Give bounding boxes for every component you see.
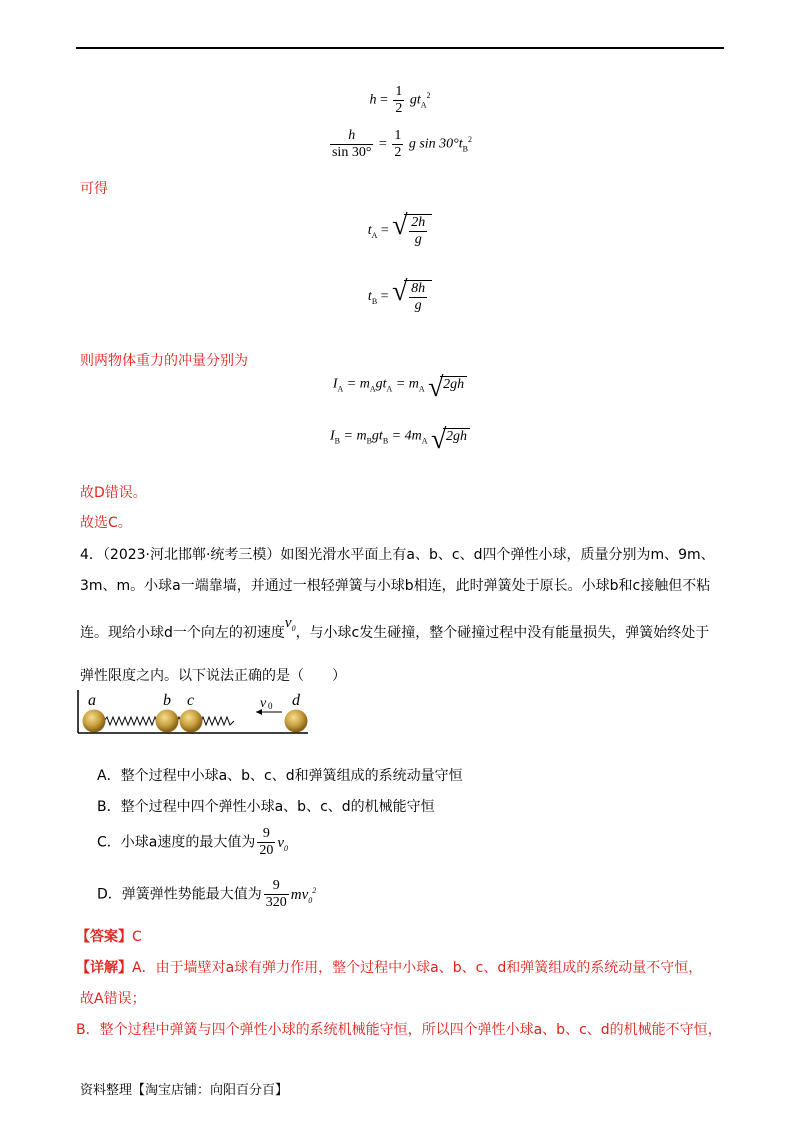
text-d-wrong: 故D错误。 (80, 485, 147, 501)
equation-IB: $I_B = m_Bgt_B = 4m_A$ √ 2gh (0, 428, 800, 446)
equation-h-over-sin30: $\frac{h}{\sin 30^\circ}$ = $\frac{1}{2}$ g $\sin 30^\circ t_B^2$ (331, 128, 472, 160)
text-kede: 可得 (80, 181, 108, 197)
option-b[interactable]: B．整个过程中四个弹性小球a、b、c、d的机械能守恒 (97, 799, 435, 815)
question-4-line4: 弹性限度之内。以下说法正确的是（ ） (80, 668, 346, 684)
option-a[interactable]: A．整个过程中小球a、b、c、d和弹簧组成的系统动量守恒 (97, 768, 463, 784)
question-4-line1: 4．（2023·河北邯郸·统考三模）如图光滑水平面上有a、b、c、d四个弹性小球，质量分别为m、9m、 (80, 547, 715, 563)
header-rule (76, 47, 724, 49)
label-c: c (187, 692, 195, 709)
label-a: a (88, 692, 96, 709)
label-v0-sub: 0 (268, 701, 273, 711)
option-c[interactable]: C．小球a速度的最大值为 $\frac{9}{20}$ $v_0$ (97, 826, 289, 858)
ball-c (180, 710, 203, 733)
equation-tA: $t_A$ = √ $\frac{2h}{g}$ (0, 214, 800, 248)
answer-label: 【答案】 (76, 929, 132, 945)
footer-source: 资料整理【淘宝店铺：向阳百分百】 (80, 1083, 289, 1098)
figure-balls-spring (74, 688, 314, 738)
text-choose-c: 故选C。 (80, 515, 132, 531)
ball-b (156, 710, 179, 733)
label-b: b (163, 692, 171, 709)
label-d: d (292, 692, 300, 709)
detail-line3: B．整个过程中弹簧与四个弹性小球的系统机械能守恒，所以四个弹性小球a、b、c、d的机械能不守恒， (76, 1022, 722, 1038)
label-v0: v (260, 696, 267, 711)
question-4-line2: 3m、m。小球a一端靠墙，并通过一根轻弹簧与小球b相连，此时弹簧处于原长。小球b和c接触但不粘 (80, 578, 711, 594)
text-impulse-intro: 则两物体重力的冲量分别为 (80, 353, 248, 369)
equation-h-half-gt: h = $\frac{1}{2}$ $gt_A^2$ (369, 84, 431, 116)
answer-value: C (132, 929, 142, 945)
answer-line (76, 926, 142, 946)
option-d[interactable]: D．弹簧弹性势能最大值为 $\frac{9}{320}$ $mv_0^2$ (97, 878, 317, 910)
detail-line1: 【详解】A．由于墙壁对a球有弹力作用，整个过程中小球a、b、c、d和弹簧组成的系统动量不守恒， (76, 960, 703, 976)
equation-IA: $I_A = m_Agt_A = m_A$ √ 2gh (0, 376, 800, 394)
ball-a (83, 710, 106, 733)
ball-d (285, 710, 308, 733)
question-4-line3: 连。现给小球d一个向左的初速度$v_0$，与小球c发生碰撞，整个碰撞过程中没有能量损失，弹簧始终处于 (80, 615, 710, 641)
equation-tB: $t_B$ = √ $\frac{8h}{g}$ (0, 280, 800, 314)
detail-line2: 故A错误； (80, 991, 146, 1007)
